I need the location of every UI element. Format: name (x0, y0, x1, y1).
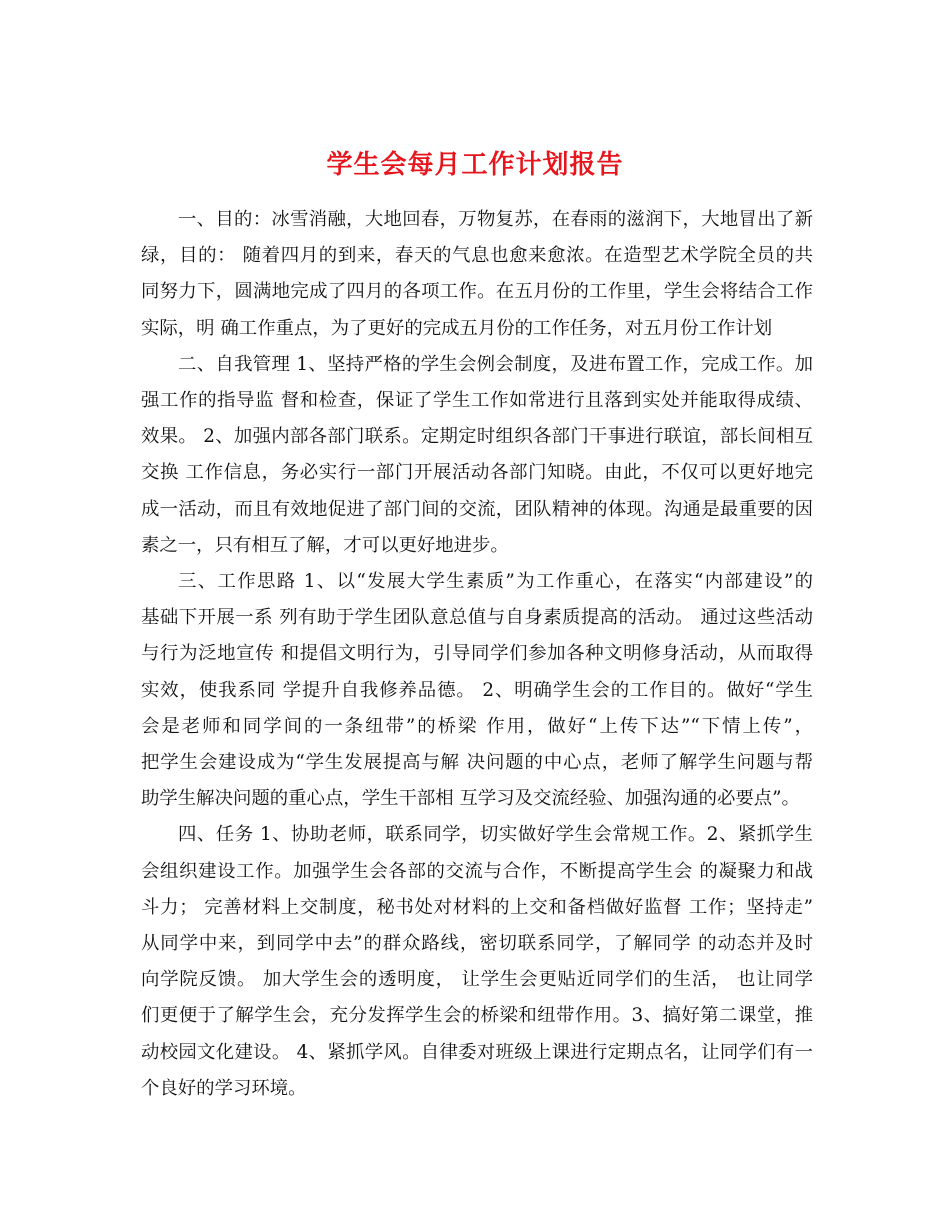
text-line: 三、工作思路 1、以“发展大学生素质”为工作重心，在落实“内部建设”的 (178, 571, 813, 593)
text-line: 动校园文化建设。 4、紧抓学风。自律委对班级上课进行定期点名，让同学们有一 (141, 1041, 813, 1063)
paragraph-self-management (141, 347, 813, 564)
text-line: 实际，明 确工作重点，为了更好的完成五月份的工作任务，对五月份工作计划 (141, 317, 773, 339)
text-line: 强工作的指导监 督和检查，保证了学生工作如常进行且落到实处并能取得成绩、 (141, 390, 813, 412)
document-body (141, 202, 813, 1107)
text-line: 助学生解决问题的重心点，学生干部相 互学习及交流经验、加强沟通的必要点”。 (141, 788, 800, 810)
text-line: 会是老师和同学间的一条纽带”的桥梁 作用，做好“上传下达”“下情上传”， (141, 715, 813, 737)
paragraph-tasks (141, 817, 813, 1107)
text-line: 会组织建设工作。加强学生会各部的交流与合作，不断提高学生会 的凝聚力和战 (141, 860, 813, 882)
text-line: 四、任务 1、协助老师，联系同学，切实做好学生会常规工作。2、紧抓学生 (178, 824, 813, 846)
text-line: 交换 工作信息，务必实行一部门开展活动各部门知晓。由此，不仅可以更好地完 (141, 462, 813, 484)
document-title: 学生会每月工作计划报告 (326, 150, 624, 181)
text-line: 与行为泛地宣传 和提倡文明行为，引导同学们参加各种文明修身活动，从而取得 (141, 643, 813, 665)
text-line: 实效，使我系同 学提升自我修养品德。 2、明确学生会的工作目的。做好“学生 (141, 679, 813, 701)
text-line: 成一活动，而且有效地促进了部门间的交流，团队精神的体现。沟通是最重要的因 (141, 498, 813, 520)
text-line: 同努力下，圆满地完成了四月的各项工作。在五月份的工作里，学生会将结合工作 (141, 281, 813, 303)
text-line: 斗力； 完善材料上交制度，秘书处对材料的上交和备档做好监督 工作；坚持走” (141, 896, 813, 918)
text-line: 从同学中来，到同学中去”的群众路线，密切联系同学，了解同学 的动态并及时 (141, 933, 813, 955)
text-line: 一、目的：冰雪消融，大地回春，万物复苏，在春雨的滋润下，大地冒出了新 (178, 209, 813, 230)
text-line: 把学生会建设成为“学生发展提高与解 决问题的中心点，老师了解学生问题与帮 (141, 752, 813, 774)
text-line: 素之一，只有相互了解，才可以更好地进步。 (141, 534, 509, 556)
text-line: 二、自我管理 1、坚持严格的学生会例会制度，及进布置工作，完成工作。加 (178, 353, 813, 375)
text-line: 向学院反馈。 加大学生会的透明度， 让学生会更贴近同学们的生活， 也让同学 (141, 969, 813, 991)
text-line: 们更便于了解学生会，充分发挥学生会的桥梁和纽带作用。3、搞好第二课堂，推 (141, 1005, 813, 1027)
text-line: 基础下开展一系 列有助于学生团队意总值与自身素质提高的活动。 通过这些活动 (141, 607, 813, 629)
text-line: 个良好的学习环境。 (141, 1077, 307, 1099)
text-line: 效果。 2、加强内部各部门联系。定期定时组织各部门干事进行联谊，部长间相互 (141, 426, 813, 448)
paragraph-work-ideas (141, 564, 813, 817)
text-line: 绿，目的： 随着四月的到来，春天的气息也愈来愈浓。在造型艺术学院全员的共 (141, 245, 813, 267)
paragraph-purpose (141, 202, 813, 347)
